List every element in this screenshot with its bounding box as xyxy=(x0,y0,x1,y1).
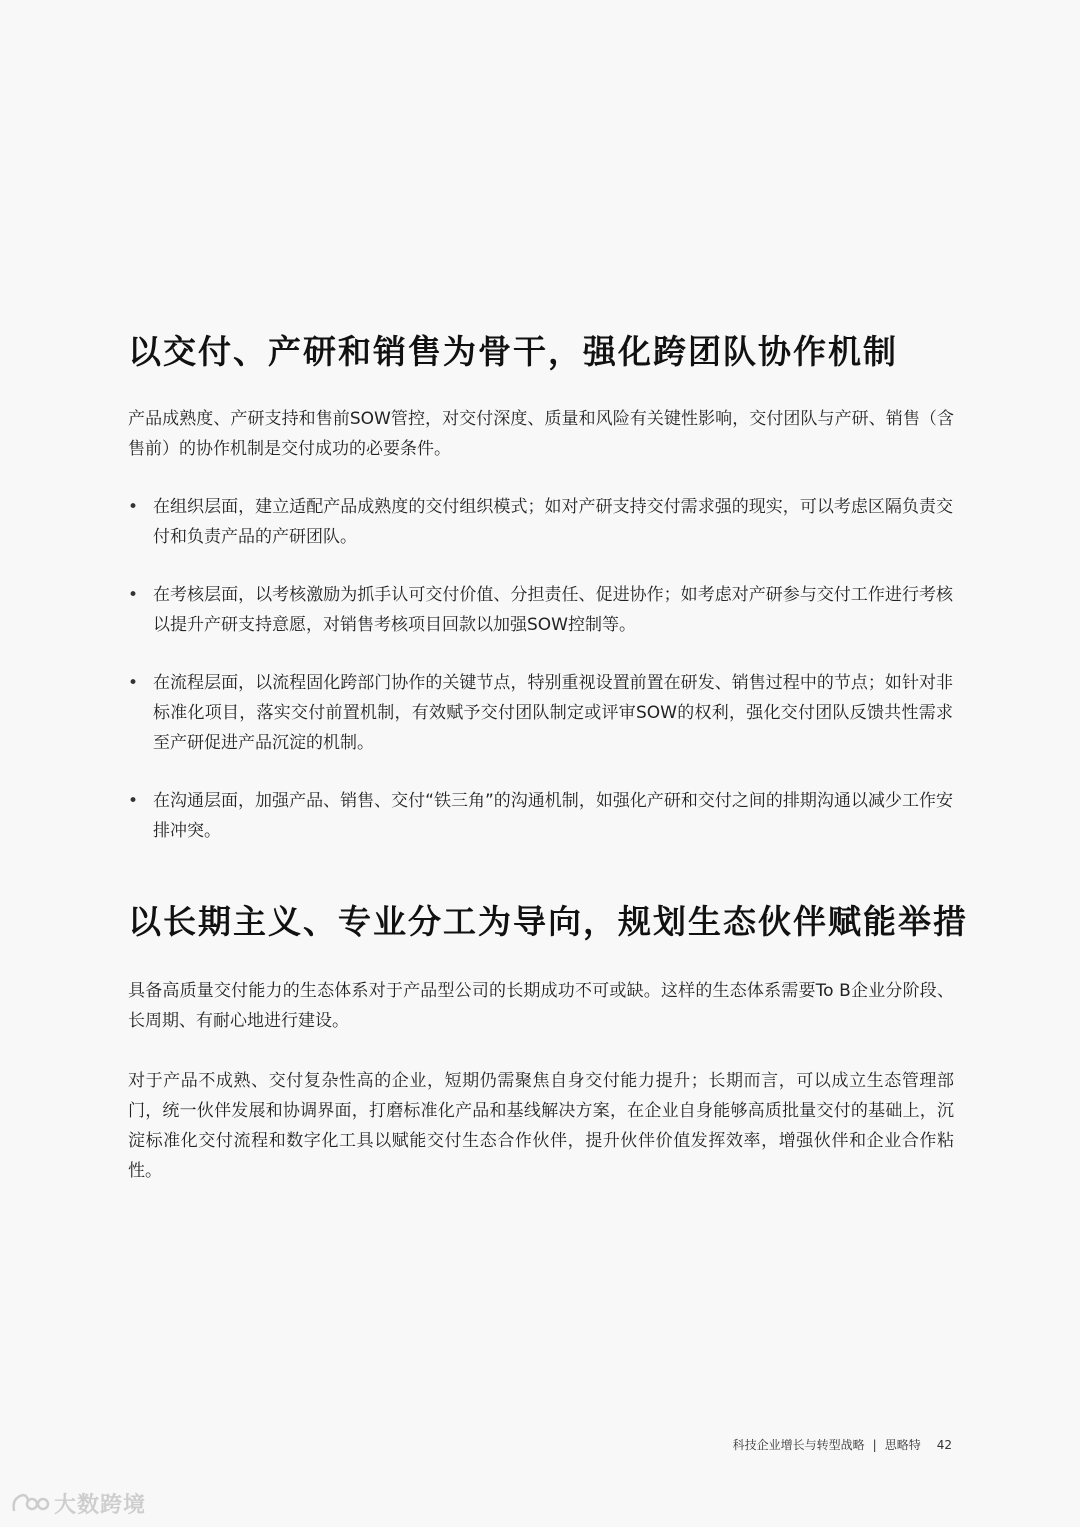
section-intro-paragraph: 产品成熟度、产研支持和售前SOW管控，对交付深度、质量和风险有关键性影响，交付团队与产研、销售（含售前）的协作机制是交付成功的必要条件。 xyxy=(128,409,954,459)
bullet-icon: • xyxy=(128,497,139,517)
page-number: 42 xyxy=(936,1438,952,1452)
list-item-text: 在流程层面，以流程固化跨部门协作的关键节点，特别重视设置前置在研发、销售过程中的节点；如针对非标准化项目，落实交付前置机制，有效赋予交付团队制定或评审SOW的权利，强化交付团队反馈共性需求至产研促进产品沉淀的机制。 xyxy=(153,673,953,753)
body-paragraph: 具备高质量交付能力的生态体系对于产品型公司的长期成功不可或缺。这样的生态体系需要To B企业分阶段、长周期、有耐心地进行建设。 xyxy=(128,981,954,1031)
footer-report-title: 科技企业增长与转型战略 xyxy=(732,1438,865,1452)
section-title: 以交付、产研和销售为骨干，强化跨团队协作机制 xyxy=(128,332,898,371)
bullet-icon: • xyxy=(128,585,139,605)
bullet-icon: • xyxy=(128,673,139,693)
watermark xyxy=(10,1488,146,1519)
footer-separator: | xyxy=(872,1438,877,1452)
section-title: 以长期主义、专业分工为导向，规划生态伙伴赋能举措 xyxy=(128,902,968,941)
body-paragraph: 对于产品不成熟、交付复杂性高的企业，短期仍需聚焦自身交付能力提升；长期而言，可以成立生态管理部门，统一伙伴发展和协调界面，打磨标准化产品和基线解决方案，在企业自身能够高质批量交付的基础上，沉淀标准化交付流程和数字化工具以赋能交付生态合作伙伴，提升伙伴价值发挥效率，增强伙伴和企业合作粘性。 xyxy=(128,1071,954,1181)
watermark-logo-icon xyxy=(10,1490,50,1518)
footer-publisher: 思略特 xyxy=(884,1438,921,1452)
page-footer xyxy=(733,1436,952,1454)
watermark-text: 大数跨境 xyxy=(54,1493,147,1518)
list-item-text: 在组织层面，建立适配产品成熟度的交付组织模式；如对产研支持交付需求强的现实，可以考虑区隔负责交付和负责产品的产研团队。 xyxy=(153,497,953,547)
list-item-text: 在沟通层面，加强产品、销售、交付“铁三角”的沟通机制，如强化产研和交付之间的排期沟通以减少工作安排冲突。 xyxy=(153,791,953,841)
list-item-text: 在考核层面，以考核激励为抓手认可交付价值、分担责任、促进协作；如考虑对产研参与交付工作进行考核以提升产研支持意愿，对销售考核项目回款以加强SOW控制等。 xyxy=(153,585,953,635)
bullet-icon: • xyxy=(128,791,139,811)
